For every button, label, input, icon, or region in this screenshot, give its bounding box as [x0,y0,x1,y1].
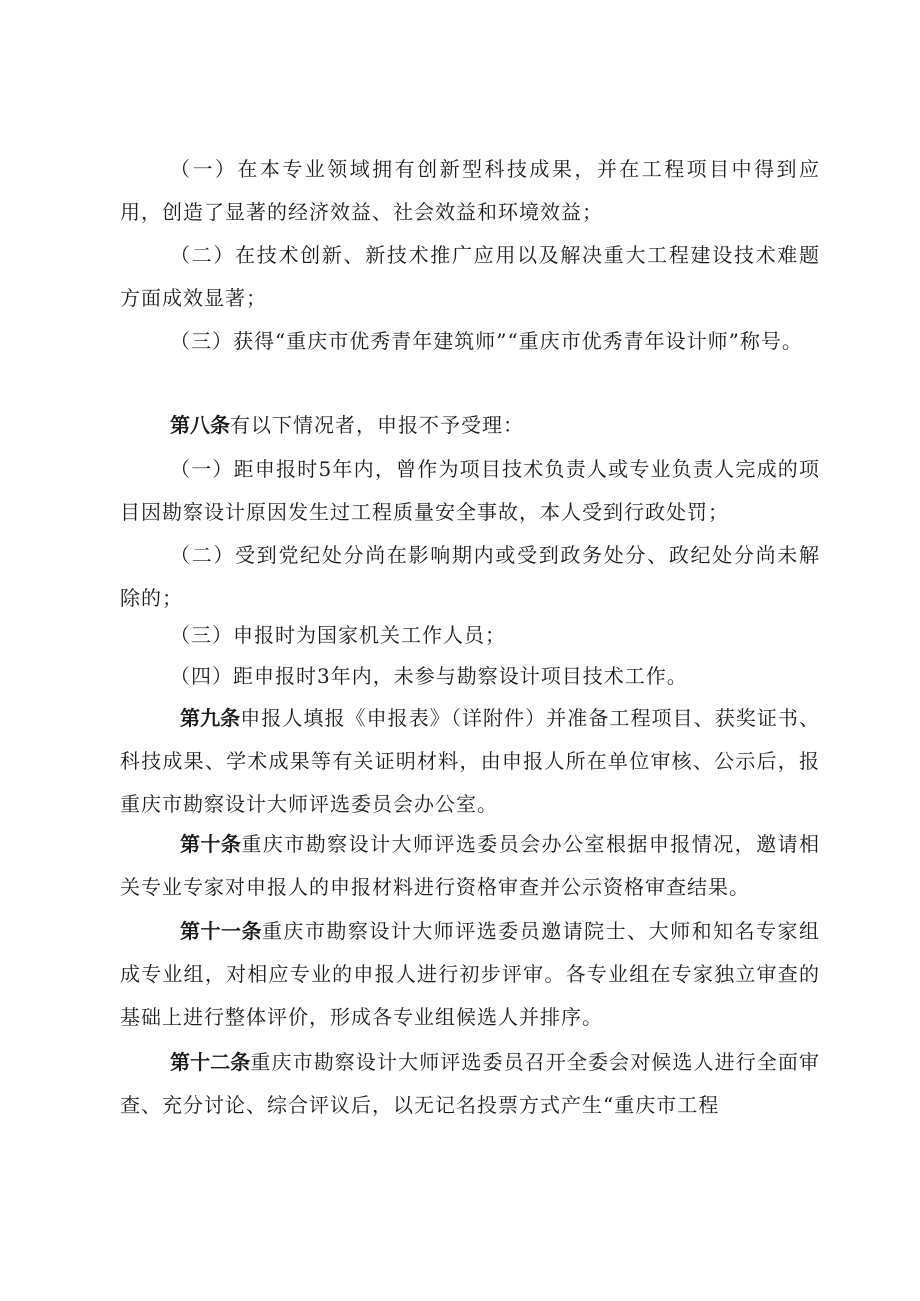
clause-paragraph-3 [120,320,820,363]
paragraph-text: （三）获得“重庆市优秀青年建筑师”“重庆市优秀青年设计师”称号。 [170,329,803,353]
article-text: 有以下情况者，申报不予受理： [230,413,524,437]
article-heading: 第十一条 [180,919,262,943]
article-11 [120,910,820,1039]
article-8 [120,404,820,447]
paragraph-text: （三）申报时为国家机关工作人员； [170,623,506,647]
article-text: 申报人填报《申报表》（详附件）并准备工程项目、获奖证书、科技成果、学术成果等有关证明材料，由申报人所在单位审核、公示后，报重庆市勘察设计大师评选委员会办公室。 [120,706,821,816]
paragraph-text: （一）距申报时5年内，曾作为项目技术负责人或专业负责人完成的项目因勘察设计原因发生过工程质量安全事故，本人受到行政处罚； [120,457,820,524]
clause-paragraph-8-2 [120,534,820,620]
article-text: 重庆市勘察设计大师评选委员召开全委会对候选人进行全面审查、充分讨论、综合评议后，以无记名投票方式产生“重庆市工程 [120,1050,821,1117]
article-heading: 第十条 [180,832,242,856]
clause-paragraph-8-1 [120,448,820,534]
paragraph-text: （二）在技术创新、新技术推广应用以及解决重大工程建设技术难题方面成效显著； [120,243,820,310]
article-heading: 第九条 [180,706,241,730]
article-10 [120,823,820,909]
article-heading: 第八条 [170,413,230,437]
article-text: 重庆市勘察设计大师评选委员邀请院士、大师和知名专家组成专业组，对相应专业的申报人进行初步评审。各专业组在专家独立审查的基础上进行整体评价，形成各专业组候选人并排序。 [120,919,821,1029]
article-heading: 第十二条 [170,1050,251,1074]
clause-paragraph-2 [120,234,820,320]
article-text: 重庆市勘察设计大师评选委员会办公室根据申报情况，邀请相关专业专家对申报人的申报材料进行资格审查并公示资格审查结果。 [120,832,821,899]
clause-paragraph-1 [120,148,820,234]
clause-paragraph-8-4 [120,655,820,698]
paragraph-text: （四）距申报时3年内，未参与勘察设计项目技术工作。 [170,664,688,688]
paragraph-text: （二）受到党纪处分尚在影响期内或受到政务处分、政纪处分尚未解除的； [120,543,820,610]
article-12 [120,1041,820,1127]
clause-paragraph-8-3 [120,614,820,657]
article-9 [120,697,820,826]
paragraph-text: （一）在本专业领域拥有创新型科技成果，并在工程项目中得到应用，创造了显著的经济效益、社会效益和环境效益； [120,157,820,224]
